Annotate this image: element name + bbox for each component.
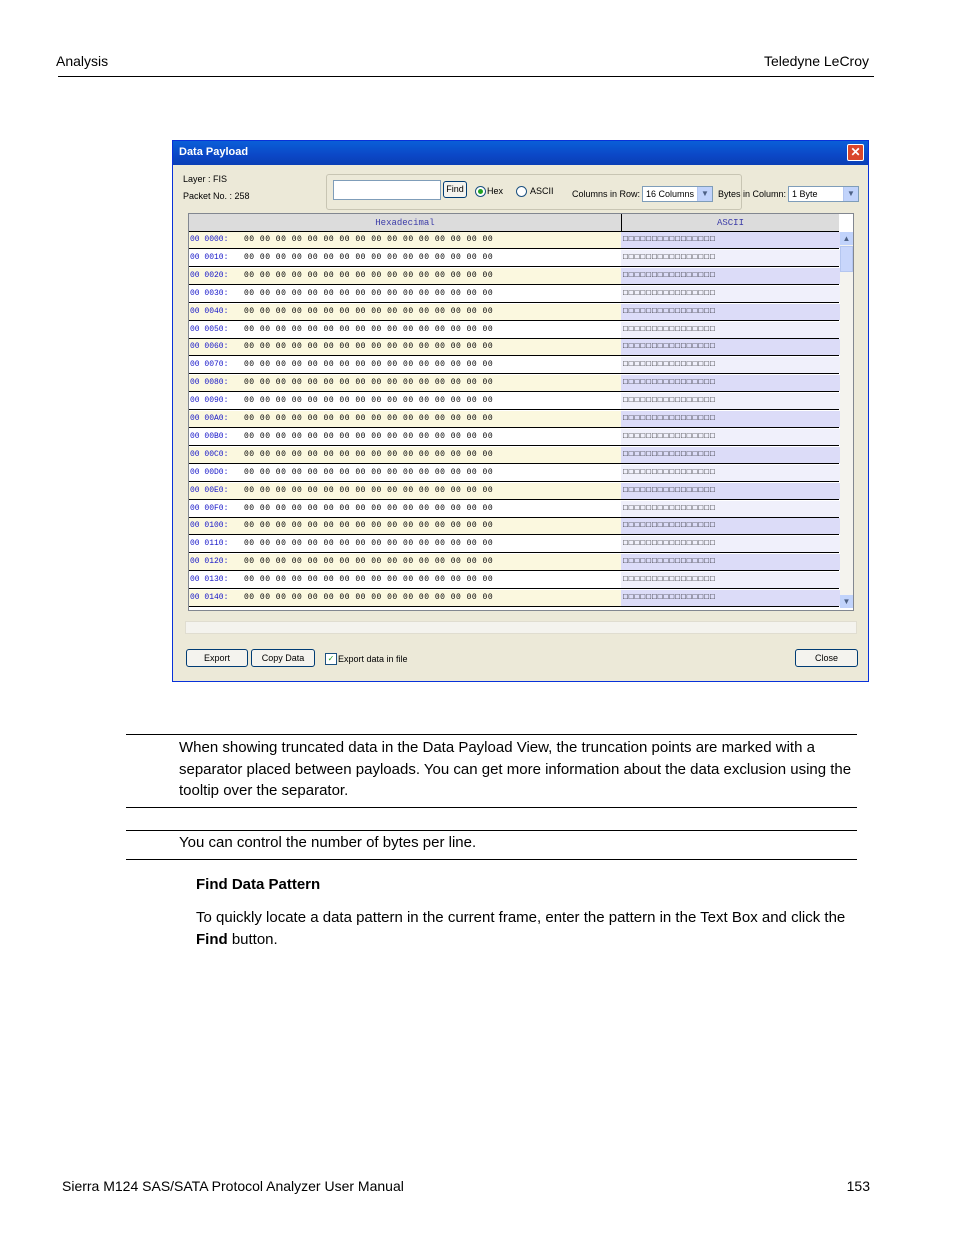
note2-bottom-rule (126, 859, 857, 860)
row-bytes: 00 00 00 00 00 00 00 00 00 00 00 00 00 00 00 00 (244, 593, 494, 602)
footer-left: Sierra M124 SAS/SATA Protocol Analyzer User Manual (62, 1178, 404, 1194)
columns-label: Columns in Row: (572, 189, 641, 199)
hex-cell[interactable] (189, 411, 622, 427)
row-address: 00 0110: (190, 539, 229, 549)
row-ascii[interactable]: □□□□□□□□□□□□□□□□ (621, 554, 841, 570)
note2-top-rule (126, 830, 857, 831)
export-button[interactable]: Export (186, 649, 248, 667)
table-row[interactable] (189, 554, 839, 571)
table-row[interactable] (189, 447, 839, 464)
export-file-checkbox[interactable]: ✓ (325, 653, 337, 665)
row-ascii[interactable]: □□□□□□□□□□□□□□□□ (621, 232, 841, 248)
bytes-value: 1 Byte (792, 189, 818, 199)
table-row[interactable] (189, 590, 839, 607)
scroll-down-icon[interactable]: ▼ (840, 595, 853, 608)
close-button[interactable]: Close (795, 649, 858, 667)
row-ascii[interactable]: □□□□□□□□□□□□□□□□ (621, 483, 841, 499)
hex-cell[interactable] (189, 518, 622, 534)
hex-cell[interactable] (189, 304, 622, 320)
row-address: 00 00F0: (190, 503, 229, 513)
row-address: 00 0090: (190, 396, 229, 406)
note1-bottom-rule (126, 807, 857, 808)
row-address: 00 0020: (190, 270, 229, 280)
table-row[interactable] (189, 250, 839, 267)
row-bytes: 00 00 00 00 00 00 00 00 00 00 00 00 00 00 00 00 (244, 252, 494, 262)
row-address: 00 0100: (190, 521, 229, 531)
row-bytes: 00 00 00 00 00 00 00 00 00 00 00 00 00 00 00 00 (244, 360, 494, 370)
hex-cell[interactable] (189, 447, 622, 463)
section-title: Find Data Pattern (196, 876, 321, 893)
hex-cell[interactable] (189, 322, 622, 338)
row-ascii[interactable]: □□□□□□□□□□□□□□□□ (621, 357, 841, 373)
hex-cell[interactable] (189, 357, 622, 373)
hex-cell[interactable] (189, 590, 622, 606)
body-text-post: button. (227, 930, 278, 948)
hex-cell[interactable] (189, 429, 622, 445)
row-address: 00 00A0: (190, 414, 229, 423)
hex-column-header[interactable]: Hexadecimal (189, 214, 622, 232)
table-row[interactable] (189, 536, 839, 553)
dialog-titlebar[interactable] (173, 141, 868, 165)
table-row[interactable] (189, 429, 839, 446)
row-ascii[interactable]: □□□□□□□□□□□□□□□□ (621, 536, 841, 552)
payload-grid (188, 213, 854, 611)
row-ascii[interactable]: □□□□□□□□□□□□□□□□ (621, 322, 841, 338)
dialog-title: Data Payload (179, 146, 249, 158)
row-bytes: 00 00 00 00 00 00 00 00 00 00 00 00 00 00 00 00 (244, 235, 494, 244)
packet-label: Packet No. : 258 (183, 191, 250, 201)
data-payload-dialog (172, 140, 869, 682)
hex-cell[interactable] (189, 501, 622, 517)
table-row[interactable] (189, 375, 839, 392)
hex-cell[interactable] (189, 286, 622, 302)
row-ascii[interactable]: □□□□□□□□□□□□□□□□ (621, 501, 841, 517)
row-address: 00 0050: (190, 324, 229, 334)
row-address: 00 00B0: (190, 431, 229, 441)
body-text-bold: Find (196, 930, 228, 948)
table-row[interactable] (189, 286, 839, 303)
row-address: 00 0010: (190, 252, 229, 262)
hex-cell[interactable] (189, 250, 622, 266)
row-address: 00 0140: (190, 593, 229, 602)
ascii-column-header[interactable]: ASCII (622, 214, 839, 232)
row-bytes: 00 00 00 00 00 00 00 00 00 00 00 00 00 00 00 00 (244, 503, 494, 513)
row-ascii[interactable]: □□□□□□□□□□□□□□□□ (621, 375, 841, 391)
table-row[interactable] (189, 411, 839, 428)
row-bytes: 00 00 00 00 00 00 00 00 00 00 00 00 00 00 00 00 (244, 378, 494, 388)
bytes-label: Bytes in Column: (718, 189, 787, 199)
find-input[interactable] (333, 180, 441, 200)
header-right: Teledyne LeCroy (763, 53, 869, 69)
row-bytes: 00 00 00 00 00 00 00 00 00 00 00 00 00 00 00 00 (244, 288, 494, 298)
note1-text: When showing truncated data in the Data Payload View, the truncation points are marked with a separator placed between payloads. You can get more information about the data exclusion using the tooltip over the separator. (179, 739, 852, 799)
row-bytes: 00 00 00 00 00 00 00 00 00 00 00 00 00 00 00 00 (244, 521, 494, 531)
row-bytes: 00 00 00 00 00 00 00 00 00 00 00 00 00 00 00 00 (244, 485, 494, 495)
row-address: 00 0070: (190, 360, 229, 370)
bytes-select[interactable] (788, 186, 859, 202)
row-address: 00 0130: (190, 575, 229, 585)
hex-cell[interactable] (189, 232, 622, 248)
body-paragraph (196, 907, 876, 950)
row-bytes: 00 00 00 00 00 00 00 00 00 00 00 00 00 00 00 00 (244, 575, 494, 585)
row-ascii[interactable]: □□□□□□□□□□□□□□□□ (621, 447, 841, 463)
row-bytes: 00 00 00 00 00 00 00 00 00 00 00 00 00 00 00 00 (244, 270, 494, 280)
hex-radio-label: Hex (487, 186, 504, 196)
scroll-thumb[interactable] (840, 246, 853, 272)
row-address: 00 00C0: (190, 449, 229, 459)
close-icon[interactable]: ✕ (847, 144, 864, 161)
row-ascii[interactable]: □□□□□□□□□□□□□□□□ (621, 572, 841, 588)
row-address: 00 0120: (190, 557, 229, 567)
header-left: Analysis (56, 53, 109, 69)
row-ascii[interactable]: □□□□□□□□□□□□□□□□ (621, 411, 841, 427)
table-row[interactable] (189, 268, 839, 285)
row-address: 00 00E0: (190, 485, 229, 495)
table-row[interactable] (189, 501, 839, 518)
hex-radio[interactable] (475, 186, 486, 197)
row-bytes: 00 00 00 00 00 00 00 00 00 00 00 00 00 00 00 00 (244, 539, 494, 549)
copy-data-button[interactable]: Copy Data (251, 649, 315, 667)
hex-cell[interactable] (189, 483, 622, 499)
hex-cell[interactable] (189, 375, 622, 391)
table-row[interactable] (189, 304, 839, 321)
row-bytes: 00 00 00 00 00 00 00 00 00 00 00 00 00 00 00 00 (244, 342, 494, 352)
footer-page-number: 153 (846, 1178, 870, 1194)
row-address: 00 0040: (190, 306, 229, 316)
row-bytes: 00 00 00 00 00 00 00 00 00 00 00 00 00 00 00 00 (244, 449, 494, 459)
table-row[interactable] (189, 518, 839, 535)
header-rule (58, 76, 874, 77)
chevron-down-icon: ▼ (697, 187, 712, 201)
row-address: 00 00D0: (190, 467, 229, 477)
horizontal-scrollbar[interactable] (185, 621, 857, 634)
export-file-label: Export data in file (338, 654, 408, 664)
ascii-radio-label: ASCII (530, 186, 554, 196)
hex-cell[interactable] (189, 268, 622, 284)
table-row[interactable] (189, 339, 839, 356)
row-ascii[interactable]: □□□□□□□□□□□□□□□□ (621, 590, 841, 606)
table-row[interactable] (189, 393, 839, 410)
hex-cell[interactable] (189, 572, 622, 588)
row-address: 00 0000: (190, 235, 229, 244)
row-ascii[interactable]: □□□□□□□□□□□□□□□□ (621, 429, 841, 445)
row-ascii[interactable]: □□□□□□□□□□□□□□□□ (621, 393, 841, 409)
row-bytes: 00 00 00 00 00 00 00 00 00 00 00 00 00 00 00 00 (244, 324, 494, 334)
row-ascii[interactable]: □□□□□□□□□□□□□□□□ (621, 268, 841, 284)
hex-cell[interactable] (189, 554, 622, 570)
row-bytes: 00 00 00 00 00 00 00 00 00 00 00 00 00 00 00 00 (244, 431, 494, 441)
row-bytes: 00 00 00 00 00 00 00 00 00 00 00 00 00 00 00 00 (244, 414, 494, 423)
body-text-pre: To quickly locate a data pattern in the current frame, enter the pattern in the Text Box and click the (196, 909, 846, 926)
chevron-down-icon: ▼ (843, 187, 858, 201)
hex-cell[interactable] (189, 393, 622, 409)
row-ascii[interactable]: □□□□□□□□□□□□□□□□ (621, 518, 841, 534)
row-ascii[interactable]: □□□□□□□□□□□□□□□□ (621, 465, 841, 481)
row-ascii[interactable]: □□□□□□□□□□□□□□□□ (621, 304, 841, 320)
table-row[interactable] (189, 465, 839, 482)
ascii-radio[interactable] (516, 186, 527, 197)
table-row[interactable] (189, 483, 839, 500)
row-address: 00 0060: (190, 342, 229, 352)
row-ascii[interactable]: □□□□□□□□□□□□□□□□ (621, 286, 841, 302)
layer-label: Layer : FIS (183, 174, 228, 184)
note1-top-rule (126, 734, 857, 735)
columns-value: 16 Columns (646, 189, 695, 199)
row-bytes: 00 00 00 00 00 00 00 00 00 00 00 00 00 00 00 00 (244, 557, 494, 567)
vertical-scrollbar[interactable] (840, 232, 853, 608)
table-row[interactable] (189, 572, 839, 589)
hex-cell[interactable] (189, 465, 622, 481)
table-row[interactable] (189, 232, 839, 249)
note2-text: You can control the number of bytes per line. (179, 834, 477, 851)
row-ascii[interactable]: □□□□□□□□□□□□□□□□ (621, 339, 841, 355)
find-button[interactable]: Find (443, 181, 467, 198)
table-row[interactable] (189, 322, 839, 339)
table-row[interactable] (189, 357, 839, 374)
columns-select[interactable] (642, 186, 713, 202)
hex-cell[interactable] (189, 536, 622, 552)
hex-cell[interactable] (189, 339, 622, 355)
scroll-up-icon[interactable]: ▲ (840, 232, 853, 245)
row-bytes: 00 00 00 00 00 00 00 00 00 00 00 00 00 00 00 00 (244, 467, 494, 477)
row-ascii[interactable]: □□□□□□□□□□□□□□□□ (621, 250, 841, 266)
row-address: 00 0080: (190, 378, 229, 388)
row-bytes: 00 00 00 00 00 00 00 00 00 00 00 00 00 00 00 00 (244, 306, 494, 316)
row-address: 00 0030: (190, 288, 229, 298)
row-bytes: 00 00 00 00 00 00 00 00 00 00 00 00 00 00 00 00 (244, 396, 494, 406)
